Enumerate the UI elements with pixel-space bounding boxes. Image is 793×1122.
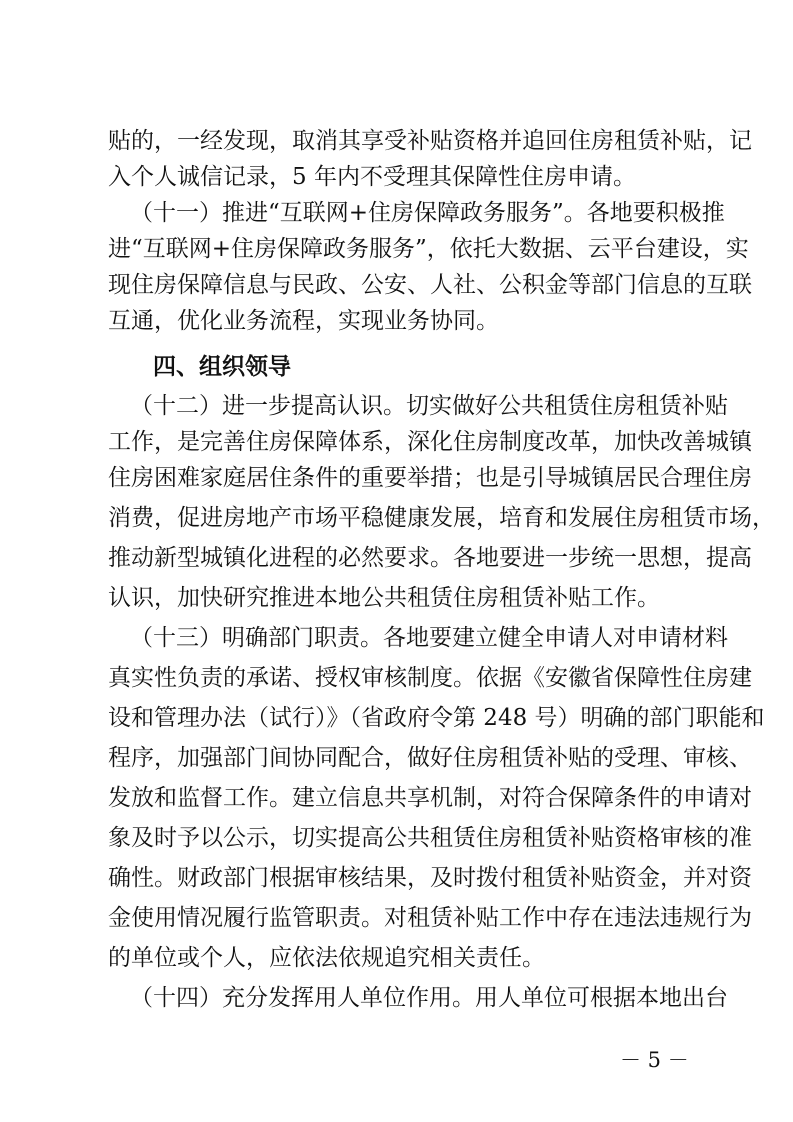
text-line: 现住房保障信息与民政、公安、人社、公积金等部门信息的互联: [108, 272, 752, 298]
text-line: 确性。财政部门根据审核结果，及时拨付租赁补贴资金，并对资: [108, 865, 752, 891]
text-line: 推动新型城镇化进程的必然要求。各地要进一步统一思想，提高: [108, 545, 752, 571]
text-line: 真实性负责的承诺、授权审核制度。依据《安徽省保障性住房建: [108, 665, 752, 691]
page-number: － 5 －: [620, 1048, 689, 1072]
text-line: 住房困难家庭居住条件的重要举措；也是引导城镇居民合理住房: [108, 465, 752, 491]
text-line: 发放和监督工作。建立信息共享机制，对符合保障条件的申请对: [108, 785, 752, 811]
text-line: 设和管理办法（试行）》（省政府令第 248 号）明确的部门职能和: [108, 705, 765, 731]
text-line: 互通，优化业务流程，实现业务协同。: [108, 308, 499, 334]
text-line: （十三）明确部门职责。各地要建立健全申请人对申请材料: [130, 625, 728, 651]
text-line: 贴的，一经发现，取消其享受补贴资格并追回住房租赁补贴，记: [108, 128, 752, 154]
text-line: 入个人诚信记录，5 年内不受理其保障性住房申请。: [108, 164, 636, 190]
text-line: 工作，是完善住房保障体系，深化住房制度改革，加快改善城镇: [108, 429, 752, 455]
text-line: 的单位或个人，应依法依规追究相关责任。: [108, 945, 545, 971]
text-line: 消费，促进房地产市场平稳健康发展，培育和发展住房租赁市场，: [108, 505, 775, 531]
text-line: （十一）推进“互联网+住房保障政务服务”。各地要积极推: [130, 200, 725, 226]
text-line: 认识，加快研究推进本地公共租赁住房租赁补贴工作。: [108, 585, 660, 611]
section-heading: 四、组织领导: [153, 354, 291, 380]
text-line: 进“互联网+住房保障政务服务”，依托大数据、云平台建设，实: [108, 236, 749, 262]
text-line: （十四）充分发挥用人单位作用。用人单位可根据本地出台: [130, 985, 728, 1011]
text-line: 金使用情况履行监管职责。对租赁补贴工作中存在违法违规行为: [108, 905, 752, 931]
text-line: 象及时予以公示，切实提高公共租赁住房租赁补贴资格审核的准: [108, 825, 752, 851]
text-line: 程序，加强部门间协同配合，做好住房租赁补贴的受理、审核、: [108, 745, 752, 771]
text-line: （十二）进一步提高认识。切实做好公共租赁住房租赁补贴: [130, 393, 728, 419]
